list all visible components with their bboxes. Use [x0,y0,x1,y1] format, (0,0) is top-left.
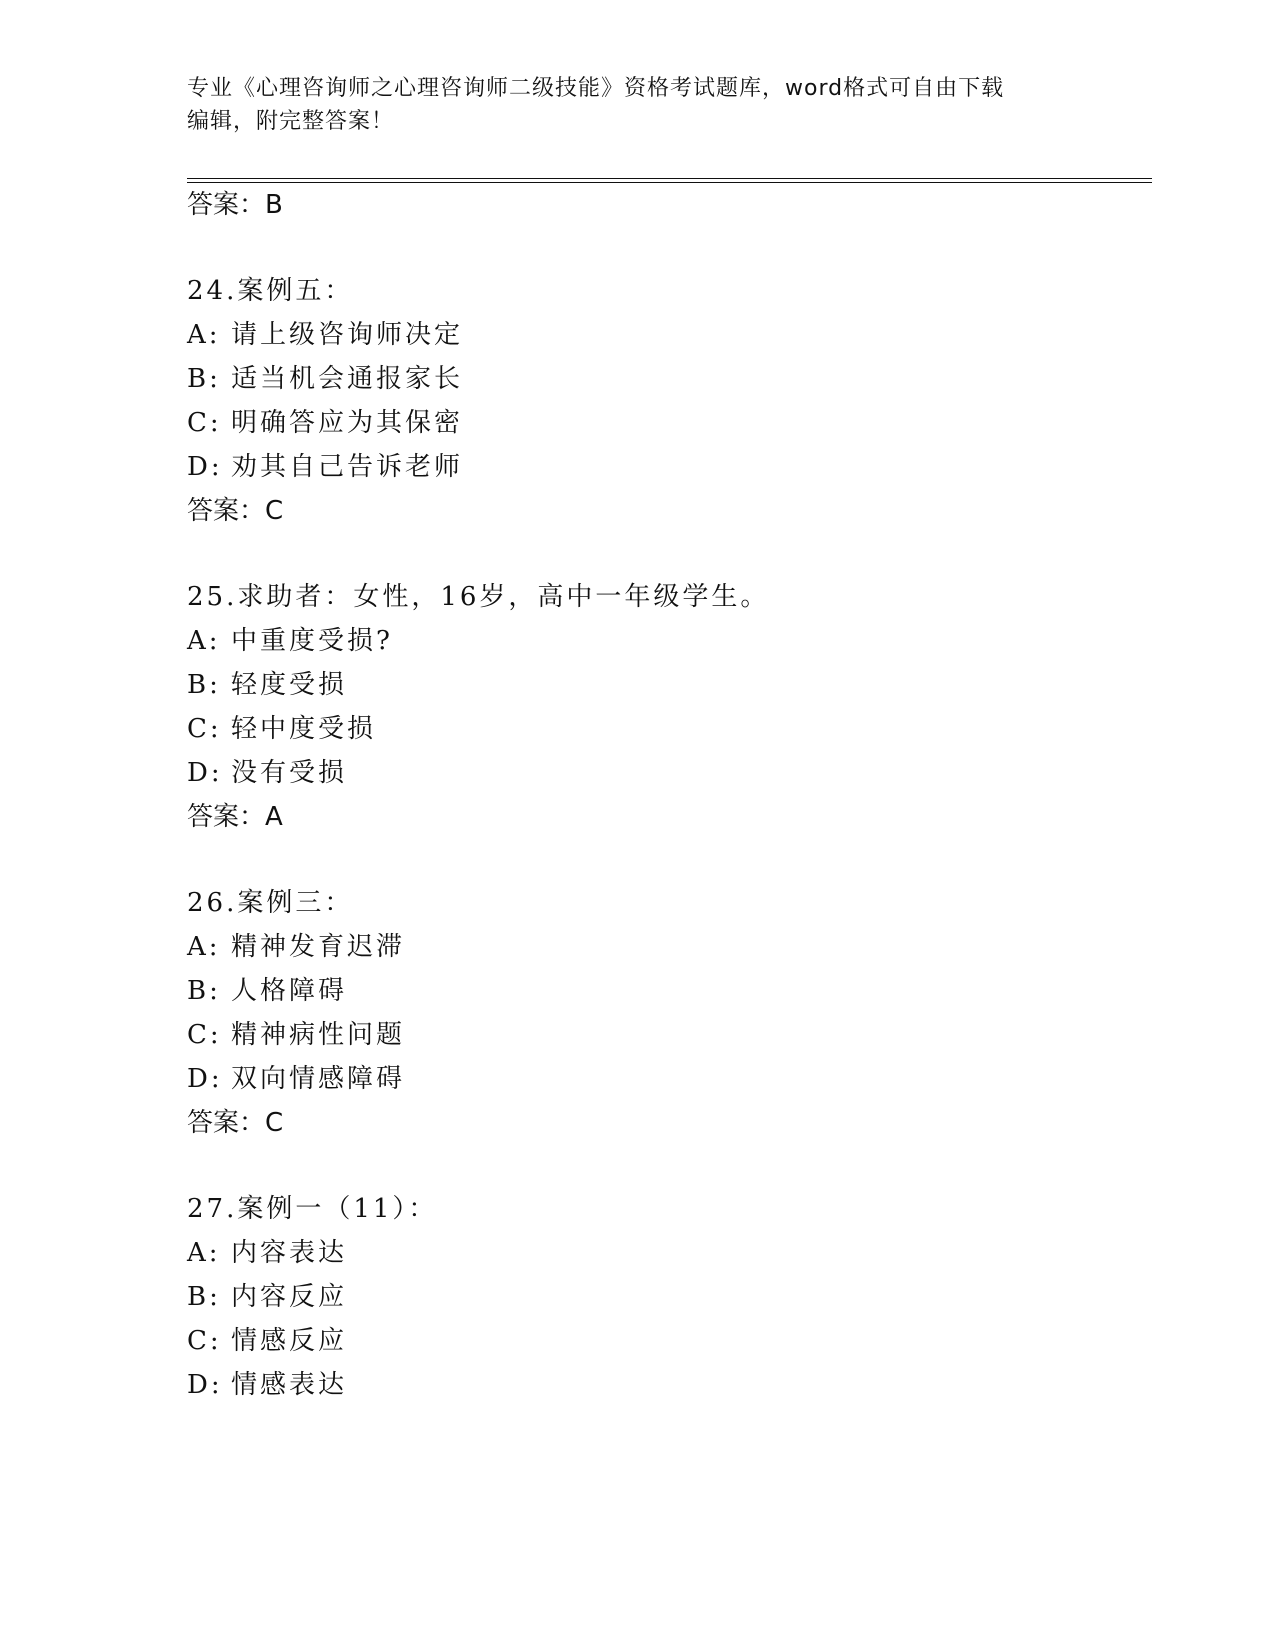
option-text: 没有受损 [231,758,348,788]
option-text: 适当机会通报家长 [231,364,464,394]
option-letter: C: [187,1020,222,1050]
option-letter: A: [187,320,221,350]
document-header [187,72,1087,138]
option-a [187,1236,347,1270]
option-letter: D: [187,1370,223,1400]
question-title: 27.案例一（11）： [187,1194,438,1224]
option-text: 轻中度受损 [231,714,377,744]
question-title: 26.案例三： [187,888,354,918]
question-title: 24.案例五： [187,276,354,306]
option-b [187,974,347,1008]
option-b [187,362,463,396]
option-letter: A: [187,932,221,962]
option-d [187,1062,405,1096]
option-letter: A: [187,626,221,656]
option-letter: C: [187,408,222,438]
option-d [187,756,347,790]
answer: 答案：C [187,496,284,526]
option-d [187,450,463,484]
header-line-1: 专业《心理咨询师之心理咨询师二级技能》资格考试题库，word格式可自由下载 [187,76,1005,101]
option-c [187,1324,347,1358]
option-c [187,1018,405,1052]
option-text: 精神病性问题 [231,1020,406,1050]
header-divider-top [187,178,1152,179]
option-text: 人格障碍 [231,976,348,1006]
option-letter: D: [187,758,223,788]
option-text: 中重度受损? [231,626,393,656]
option-letter: D: [187,1064,223,1094]
option-a [187,624,393,658]
option-c [187,712,376,746]
option-text: 情感表达 [231,1370,348,1400]
option-text: 精神发育迟滞 [231,932,406,962]
option-b [187,1280,347,1314]
option-text: 劝其自己告诉老师 [231,452,464,482]
option-letter: A: [187,1238,221,1268]
option-letter: C: [187,714,222,744]
option-letter: B: [187,670,221,700]
option-b [187,668,347,702]
option-a [187,930,405,964]
answer: 答案：A [187,802,283,832]
question-title: 25.求助者：女性，16岁，高中一年级学生。 [187,582,770,612]
option-text: 轻度受损 [231,670,348,700]
option-letter: B: [187,976,221,1006]
header-divider-bottom [187,182,1152,183]
option-text: 情感反应 [231,1326,348,1356]
option-c [187,406,463,440]
option-d [187,1368,347,1402]
option-a [187,318,463,352]
option-text: 双向情感障碍 [231,1064,406,1094]
option-letter: C: [187,1326,222,1356]
option-letter: B: [187,364,221,394]
option-letter: B: [187,1282,221,1312]
header-line-2: 编辑，附完整答案！ [187,109,395,134]
option-letter: D: [187,452,223,482]
option-text: 内容反应 [231,1282,348,1312]
answer: 答案：C [187,1108,284,1138]
option-text: 请上级咨询师决定 [231,320,464,350]
option-text: 明确答应为其保密 [231,408,464,438]
previous-answer: 答案：B [187,190,283,220]
option-text: 内容表达 [231,1238,348,1268]
